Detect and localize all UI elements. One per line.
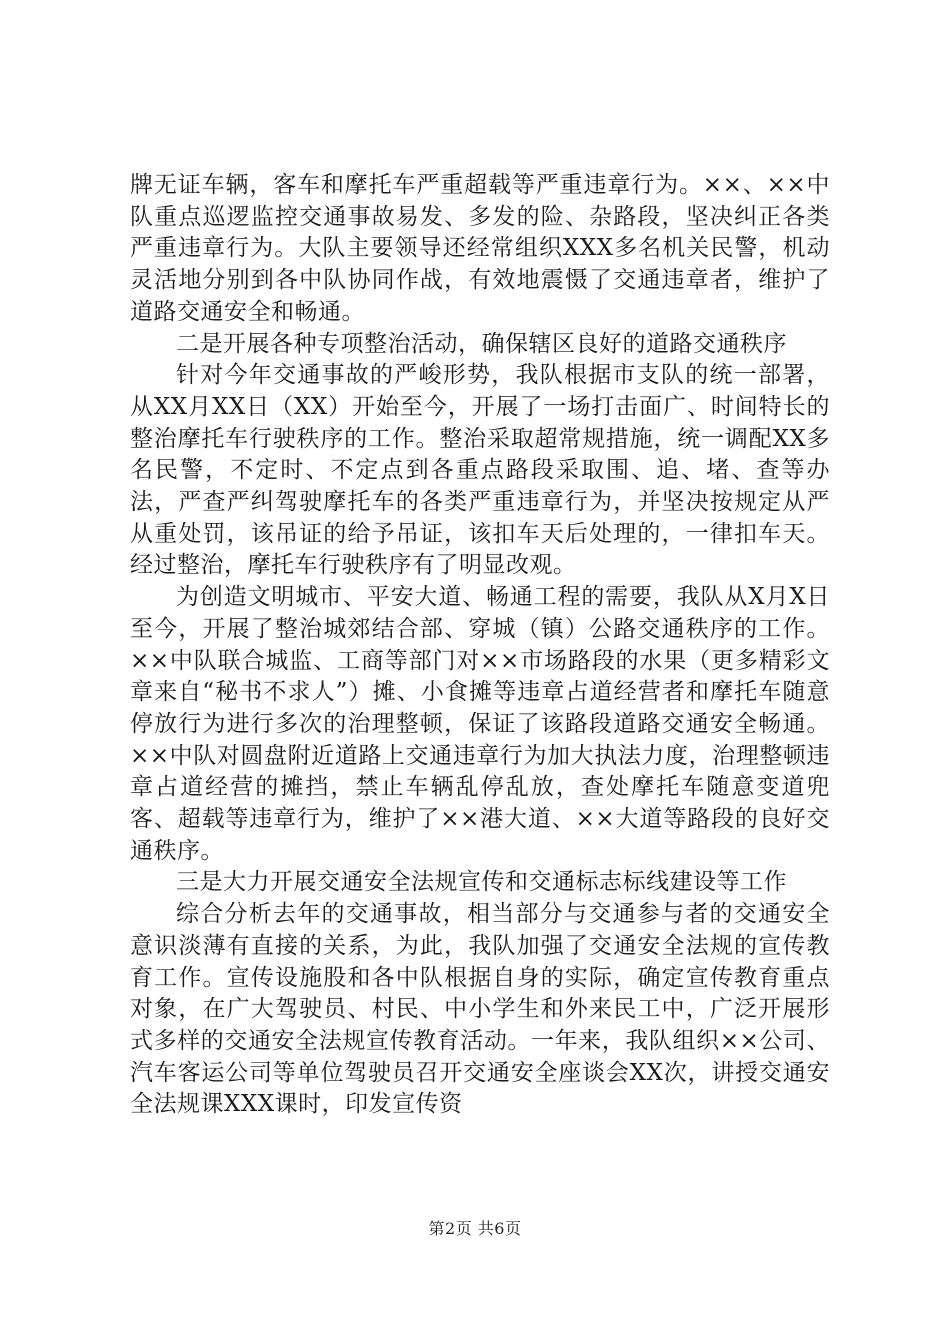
document-body <box>130 170 830 1121</box>
section-heading-three: 三是大力开展交通安全法规宣传和交通标志标线建设等工作 <box>176 869 787 896</box>
paragraph-civilized-city: 为创造文明城市、平安大道、畅通工程的需要，我队从X月X日至今，开展了整治城郊结合部、穿城（镇）公路交通秩序的工作。××中队联合城监、工商等部门对××市场路段的水果（更多精彩文章来自“秘书不求人”）摊、小食摊等违章占道经营者和摩托车随意停放行为进行多次的治理整顿，保证了该路段道路交通安全畅通。××中队对圆盘附近道路上交通违章行为加大执法力度，治理整顿违章占道经营的摊挡，禁止车辆乱停乱放，查处摩托车随意变道兜客、超载等违章行为，维护了××港大道、××大道等路段的良好交通秩序。 <box>130 584 830 864</box>
section-heading-two: 二是开展各种专项整治活动，确保辖区良好的道路交通秩序 <box>176 330 787 357</box>
paragraph-motorcycle-rectification: 针对今年交通事故的严峻形势，我队根据市支队的统一部署，从XX月XX日（XX）开始至今，开展了一场打击面广、时间特长的整治摩托车行驶秩序的工作。整治采取超常规措施，统一调配XX多名民警，不定时、不定点到各重点路段采取围、追、堵、查等办法，严查严纠驾驶摩托车的各类严重违章行为，并坚决按规定从严从重处罚，该吊证的给予吊证，该扣车天后处理的，一律扣车天。经过整治，摩托车行驶秩序有了明显改观。 <box>130 362 830 579</box>
paragraph-safety-publicity: 综合分析去年的交通事故，相当部分与交通参与者的交通安全意识淡薄有直接的关系，为此，我队加强了交通安全法规的宣传教育工作。宣传设施股和各中队根据自身的实际，确定宣传教育重点对象，在广大驾驶员、村民、中小学生和外来民工中，广泛开展形式多样的交通安全法规宣传教育活动。一年来，我队组织××公司、汽车客运公司等单位驾驶员召开交通安全座谈会XX次，讲授交通安全法规课XXX课时，印发宣传资 <box>130 901 830 1118</box>
paragraph-continuation: 牌无证车辆，客车和摩托车严重超载等严重违章行为。××、××中队重点巡逻监控交通事故易发、多发的险、杂路段，坚决纠正各类严重违章行为。大队主要领导还经常组织XXX多名机关民警，机动灵活地分别到各中队协同作战，有效地震慑了交通违章者，维护了道路交通安全和畅通。 <box>130 172 830 325</box>
page-number-footer: 第2页 共6页 <box>428 1219 522 1238</box>
